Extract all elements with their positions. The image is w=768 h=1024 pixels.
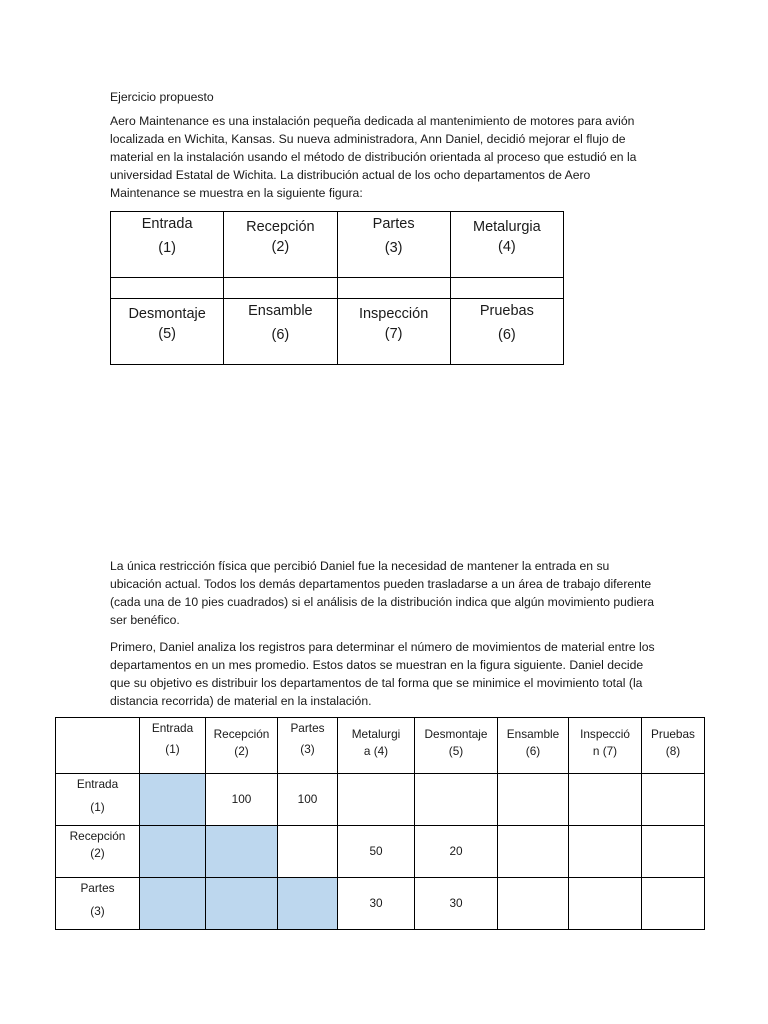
flow-cell	[642, 826, 705, 878]
flow-cell	[498, 878, 569, 930]
column-header: Inspecció n (7)	[569, 718, 642, 774]
row-header: Entrada (1)	[56, 774, 140, 826]
flow-cell: 30	[338, 878, 415, 930]
department-number: (3)	[384, 240, 403, 256]
department-number: (6)	[271, 327, 290, 343]
flow-row-partes	[56, 878, 705, 930]
layout-cell-partes	[337, 212, 450, 278]
aisle-cell	[450, 278, 563, 299]
flow-cell	[569, 878, 642, 930]
flow-cell	[140, 826, 206, 878]
department-layout-table	[110, 211, 564, 365]
department-number: (4)	[498, 239, 516, 255]
department-name: Desmontaje	[128, 306, 206, 322]
department-name: Metalurgia	[473, 219, 541, 235]
flow-cell	[569, 774, 642, 826]
flow-cell	[338, 774, 415, 826]
document-heading: Ejercicio propuesto	[110, 90, 214, 104]
flow-cell	[642, 774, 705, 826]
column-header: Pruebas (8)	[642, 718, 705, 774]
flow-cell	[206, 878, 278, 930]
flow-header-row	[56, 718, 705, 774]
flow-row-entrada	[56, 774, 705, 826]
flow-cell	[278, 826, 338, 878]
flow-row-recepcion	[56, 826, 705, 878]
department-name: Inspección	[358, 306, 429, 322]
flow-cell	[498, 826, 569, 878]
column-header: Partes (3)	[278, 718, 338, 774]
flow-cell: 30	[415, 878, 498, 930]
flow-cell: 100	[278, 774, 338, 826]
flow-cell	[278, 878, 338, 930]
column-header: Entrada (1)	[140, 718, 206, 774]
column-header: Desmontaje (5)	[415, 718, 498, 774]
department-number: (2)	[271, 239, 290, 255]
layout-row-top	[111, 212, 564, 278]
aisle-cell	[224, 278, 337, 299]
department-name: Ensamble	[248, 303, 313, 319]
flow-cell: 100	[206, 774, 278, 826]
flow-cell	[140, 878, 206, 930]
restriction-paragraph: La única restricción física que percibió Daniel fue la necesidad de mantener la entrada en su ubicación actual. Todos los demás departamentos pueden trasladarse a un área de trabajo diferente (cada una de 10 pies cuadrados) si el análisis de la distribución indica que algún movimiento pudiera ser benéfico.	[110, 559, 655, 627]
layout-cell-ensamble	[224, 299, 337, 365]
layout-cell-desmontaje	[111, 299, 224, 365]
corner-cell	[56, 718, 140, 774]
department-name: Partes	[372, 216, 415, 232]
row-header: Partes (3)	[56, 878, 140, 930]
row-header: Recepción (2)	[56, 826, 140, 878]
flow-cell: 50	[338, 826, 415, 878]
layout-cell-recepcion	[224, 212, 337, 278]
flow-cell	[498, 774, 569, 826]
layout-cell-inspeccion	[337, 299, 450, 365]
flow-cell	[569, 826, 642, 878]
flow-cell	[642, 878, 705, 930]
column-header: Metalurgi a (4)	[338, 718, 415, 774]
flow-cell	[140, 774, 206, 826]
department-name: Entrada	[141, 216, 193, 232]
layout-row-aisle	[111, 278, 564, 299]
department-number: (1)	[158, 240, 176, 256]
department-number: (5)	[158, 326, 176, 342]
department-name: Pruebas	[479, 303, 534, 319]
material-flow-table	[55, 717, 705, 930]
department-number: (7)	[384, 326, 403, 342]
layout-cell-entrada	[111, 212, 224, 278]
department-name: Recepción	[246, 219, 315, 235]
flow-cell: 20	[415, 826, 498, 878]
department-number: (6)	[498, 327, 516, 343]
intro-paragraph: Aero Maintenance es una instalación pequeña dedicada al mantenimiento de motores para avión localizada en Wichita, Kansas. Su nueva administradora, Ann Daniel, decidió mejorar el flujo de material en la instalación usando el método de distribución orientada al proceso que estudió en la universidad Estatal de Wichita. La distribución actual de los ocho departamentos de Aero Maintenance se muestra en la siguiente figura:	[110, 114, 637, 200]
flow-cell	[206, 826, 278, 878]
aisle-cell	[111, 278, 224, 299]
analysis-paragraph: Primero, Daniel analiza los registros para determinar el número de movimientos de material entre los departamentos en un mes promedio. Estos datos se muestran en la figura siguiente. Daniel decide que su objetivo es distribuir los departamentos de tal forma que se minimice el movimiento total (la distancia recorrida) de material en la instalación.	[110, 640, 655, 708]
aisle-cell	[337, 278, 450, 299]
layout-cell-pruebas	[450, 299, 563, 365]
column-header: Ensamble (6)	[498, 718, 569, 774]
flow-cell	[415, 774, 498, 826]
column-header: Recepción (2)	[206, 718, 278, 774]
layout-row-bottom	[111, 299, 564, 365]
layout-cell-metalurgia	[450, 212, 563, 278]
